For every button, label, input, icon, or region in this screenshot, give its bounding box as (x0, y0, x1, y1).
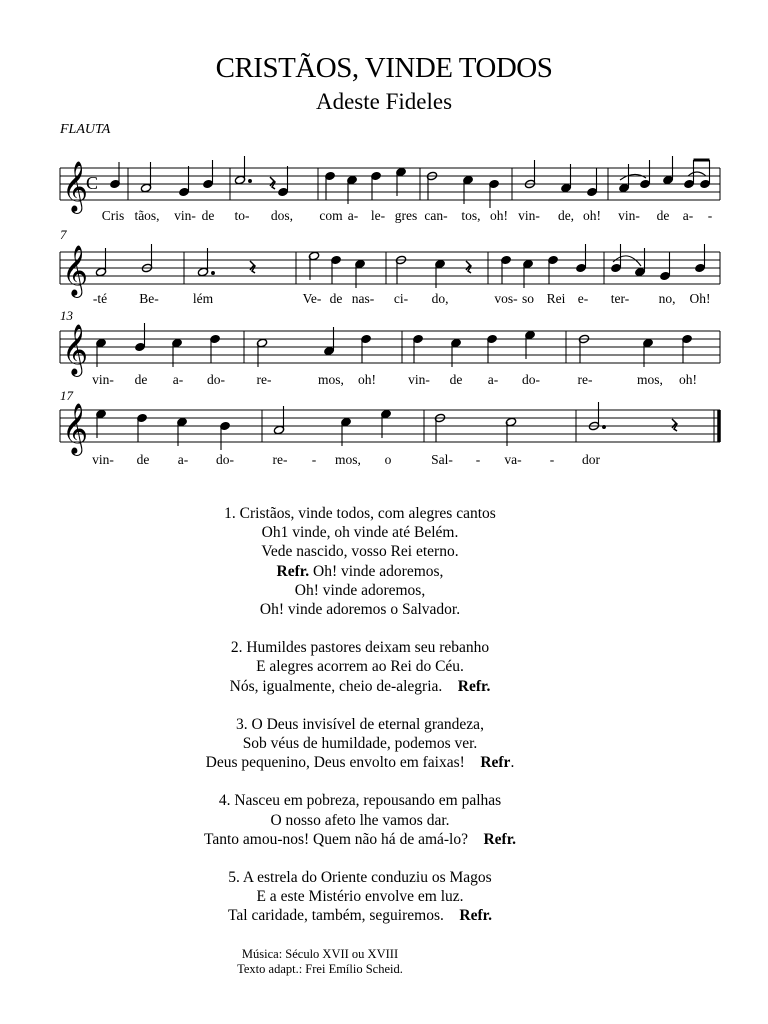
refrain-label: Refr (480, 754, 511, 772)
verse-line: Vede nascido, vosso Rei eterno. (261, 543, 459, 561)
page-title: CRISTÃOS, VINDE TODOS (215, 52, 553, 84)
page-subtitle: Adeste Fideles (315, 89, 453, 114)
svg-text:de,: de, (557, 208, 575, 223)
verse-line: Tal caridade, também, seguiremos. Refr. (228, 907, 492, 925)
verses (60, 504, 660, 945)
svg-text:re-: re- (577, 372, 593, 387)
verse-2 (60, 638, 660, 696)
svg-text:to-: to- (234, 208, 250, 223)
refrain-label: Refr. (483, 830, 517, 848)
svg-text:de: de (201, 208, 215, 223)
verse-line: 1. Cristãos, vinde todos, com alegres cantos (224, 505, 496, 522)
treble-clef-icon: 𝄞 (62, 403, 89, 454)
svg-text:de: de (134, 372, 148, 387)
svg-text:mos,: mos, (335, 452, 361, 467)
refrain-line: Refr. Oh! vinde adoremos, (276, 562, 444, 580)
refrain-line: Oh! vinde adoremos o Salvador. (259, 601, 461, 619)
refrain-label: Refr. (276, 562, 310, 580)
svg-text:de: de (136, 452, 150, 467)
verse-line: 5. A estrela do Oriente conduziu os Magos (228, 869, 492, 887)
measure-number: 13 (60, 308, 73, 323)
instrument-label: FLAUTA (60, 122, 111, 137)
svg-text:va-: va- (504, 452, 522, 467)
credit-music: Música: Século XVII ou XVIII (241, 947, 399, 961)
verse-line: Sob véus de humildade, podemos ver. (242, 735, 478, 753)
svg-text:vin-: vin- (408, 372, 430, 387)
svg-text:do-: do- (216, 452, 234, 467)
staff-system-2 (60, 227, 720, 298)
svg-text:Oh!: Oh! (689, 291, 711, 306)
verse-1 (60, 504, 660, 619)
treble-clef-icon: 𝄞 (62, 245, 89, 296)
measure-number: 17 (60, 388, 73, 403)
svg-text:vin-: vin- (618, 208, 640, 223)
svg-text:de: de (656, 208, 670, 223)
verse-line: E alegres acorrem ao Rei do Céu. (256, 658, 464, 676)
svg-text:so: so (521, 291, 535, 306)
svg-text:a-: a- (172, 372, 184, 387)
svg-text:do-: do- (522, 372, 540, 387)
svg-text:a-: a- (682, 208, 694, 223)
svg-text:ter-: ter- (610, 291, 630, 306)
svg-text:a-: a- (347, 208, 359, 223)
svg-text:no,: no, (658, 291, 676, 306)
svg-text:vin-: vin- (518, 208, 540, 223)
svg-text:-: - (707, 208, 713, 223)
svg-text:a-: a- (177, 452, 189, 467)
verse-line: 3. O Deus invisível de eternal grandeza, (236, 715, 484, 733)
treble-clef-icon: 𝄞 (62, 161, 89, 212)
svg-text:-: - (475, 452, 481, 467)
svg-text:gres: gres (394, 208, 418, 223)
measure-number: 7 (60, 227, 67, 242)
refrain-label: Refr. (457, 677, 491, 695)
verse-line: 2. Humildes pastores deixam seu rebanho (230, 639, 490, 657)
svg-text:Rei: Rei (546, 291, 566, 306)
verse-line: E a este Mistério envolve em luz. (256, 888, 464, 906)
svg-text:a-: a- (487, 372, 499, 387)
svg-text:dos,: dos, (270, 208, 294, 223)
staff-system-1 (60, 156, 720, 214)
svg-text:mos,: mos, (318, 372, 344, 387)
svg-text:o: o (384, 452, 392, 467)
svg-text:lém: lém (192, 291, 214, 306)
svg-text:oh!: oh! (583, 208, 601, 223)
verse-line: Oh1 vinde, oh vinde até Belém. (261, 524, 459, 542)
staff-system-4 (60, 388, 720, 456)
svg-text:oh!: oh! (679, 372, 697, 387)
svg-text:de: de (329, 291, 343, 306)
verse-line: Deus pequenino, Deus envolto em faixas! Refr. (205, 754, 515, 772)
svg-text:vos-: vos- (494, 291, 518, 306)
svg-text:de: de (449, 372, 463, 387)
svg-text:ci-: ci- (393, 291, 409, 306)
svg-text:vin-: vin- (174, 208, 196, 223)
svg-text:le-: le- (370, 208, 386, 223)
verse-line: 4. Nasceu em pobreza, repousando em palhas (218, 792, 502, 810)
svg-text:Be-: Be- (139, 291, 159, 306)
svg-text:Sal-: Sal- (431, 452, 453, 467)
credit-text: Texto adapt.: Frei Emílio Scheid. (237, 962, 403, 976)
refrain-line: Oh! vinde adoremos, (294, 581, 426, 599)
svg-text:vin-: vin- (92, 452, 114, 467)
svg-text:Cris: Cris (101, 208, 125, 223)
score (0, 0, 768, 480)
svg-text:-: - (549, 452, 555, 467)
verse-line: Nós, igualmente, cheio de-alegria. Refr. (229, 677, 491, 695)
svg-text:oh!: oh! (490, 208, 508, 223)
verse-line: Tanto amou-nos! Quem não há de amá-lo? Refr. (203, 830, 517, 848)
refrain-label: Refr. (459, 907, 492, 925)
svg-text:e-: e- (577, 291, 589, 306)
staff-system-3 (60, 308, 720, 377)
lyrics-line-4 (92, 452, 600, 467)
lyrics-line-2 (93, 291, 711, 306)
svg-text:vin-: vin- (92, 372, 114, 387)
svg-text:dor: dor (582, 452, 600, 467)
verse-3 (60, 715, 660, 773)
credits (20, 947, 620, 977)
svg-text:do-: do- (207, 372, 225, 387)
svg-text:re-: re- (272, 452, 288, 467)
verse-line: O nosso afeto lhe vamos dar. (270, 811, 450, 829)
verse-4 (60, 791, 660, 849)
svg-text:oh!: oh! (358, 372, 376, 387)
svg-text:can-: can- (424, 208, 448, 223)
svg-text:mos,: mos, (637, 372, 663, 387)
svg-text:-: - (311, 452, 317, 467)
svg-text:tos,: tos, (461, 208, 481, 223)
svg-text:com: com (319, 208, 343, 223)
svg-text:-té: -té (92, 291, 108, 306)
svg-text:Ve-: Ve- (302, 291, 322, 306)
lyrics-line-1 (102, 208, 713, 223)
treble-clef-icon: 𝄞 (62, 324, 89, 375)
verse-5 (60, 868, 660, 926)
svg-text:do,: do, (431, 291, 449, 306)
svg-text:nas-: nas- (351, 291, 375, 306)
lyrics-line-3 (92, 372, 697, 387)
svg-text:tãos,: tãos, (134, 208, 160, 223)
svg-text:re-: re- (256, 372, 272, 387)
time-signature: C (86, 173, 99, 193)
